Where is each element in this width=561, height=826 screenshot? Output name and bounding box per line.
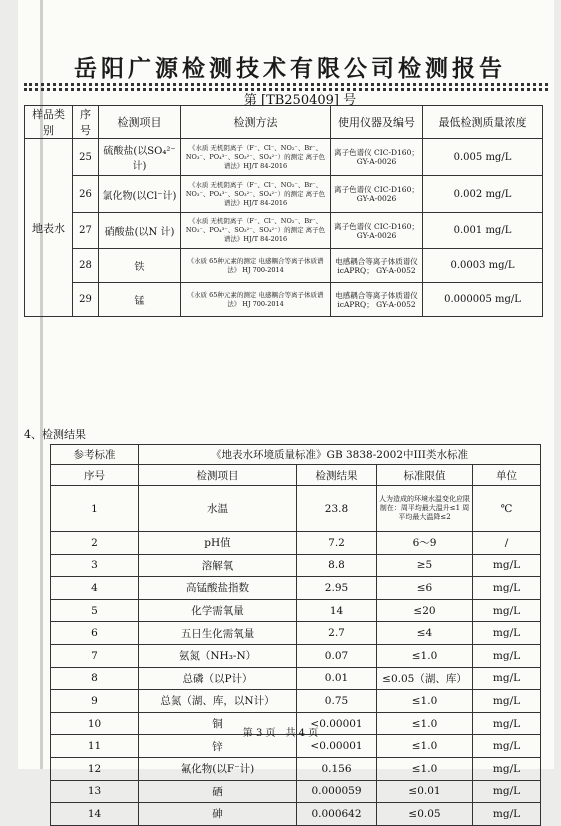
row-method: 《水质 65种元素的测定 电感耦合等离子体质谱法》 HJ 700-2014 bbox=[181, 249, 331, 283]
row-result: 8.8 bbox=[297, 554, 377, 577]
row-no: 9 bbox=[51, 690, 139, 713]
table-row bbox=[51, 532, 541, 555]
table-row bbox=[25, 213, 543, 249]
row-limit: ≤1.0 bbox=[377, 712, 473, 735]
row-unit: mg/L bbox=[473, 712, 541, 735]
sample-category: 地表水 bbox=[25, 139, 73, 317]
row-limit: ≤0.05 bbox=[377, 803, 473, 826]
col-header-no: 序号 bbox=[51, 465, 139, 486]
col-header-item: 检测项目 bbox=[139, 465, 297, 486]
row-no: 28 bbox=[73, 249, 99, 283]
row-limit: 0.000005 mg/L bbox=[423, 283, 543, 317]
row-result: 0.156 bbox=[297, 757, 377, 780]
table-row bbox=[25, 139, 543, 176]
row-unit: mg/L bbox=[473, 554, 541, 577]
table-row bbox=[51, 622, 541, 645]
ref-label: 参考标准 bbox=[51, 445, 139, 465]
result-table bbox=[50, 444, 541, 826]
row-limit: ≤0.05（湖、库） bbox=[377, 667, 473, 690]
row-item: 氯化物(以Cl⁻计) bbox=[99, 176, 181, 213]
report-number: 第 [TB250409] 号 bbox=[243, 93, 357, 108]
row-result: 7.2 bbox=[297, 532, 377, 555]
col-header-no: 序号 bbox=[73, 106, 99, 139]
row-no: 10 bbox=[51, 712, 139, 735]
row-no: 3 bbox=[51, 554, 139, 577]
row-no: 8 bbox=[51, 667, 139, 690]
report-title: 岳阳广源检测技术有限公司检测报告 bbox=[74, 56, 506, 82]
row-result: 0.75 bbox=[297, 690, 377, 713]
row-unit: mg/L bbox=[473, 803, 541, 826]
row-item: 氟化物(以F⁻计) bbox=[139, 757, 297, 780]
row-limit: ≤1.0 bbox=[377, 644, 473, 667]
row-method: 《水质 无机阴离子（F⁻、Cl⁻、NO₂⁻、Br⁻、NO₃⁻、PO₄³⁻、SO₃²⁻、SO₄²⁻）的测定 离子色谱法》HJ/T 84-2016 bbox=[181, 139, 331, 176]
col-header-unit: 单位 bbox=[473, 465, 541, 486]
row-no: 4 bbox=[51, 577, 139, 600]
row-result: 14 bbox=[297, 599, 377, 622]
row-no: 27 bbox=[73, 213, 99, 249]
row-limit: ≤0.01 bbox=[377, 780, 473, 803]
row-unit: mg/L bbox=[473, 644, 541, 667]
row-item: 铜 bbox=[139, 712, 297, 735]
row-limit: 0.001 mg/L bbox=[423, 213, 543, 249]
table-row bbox=[51, 577, 541, 600]
row-unit: mg/L bbox=[473, 757, 541, 780]
table-row bbox=[51, 486, 541, 532]
row-instrument: 离子色谱仪 CIC-D160； GY-A-0026 bbox=[331, 176, 423, 213]
row-limit: ≤6 bbox=[377, 577, 473, 600]
row-result: 0.000642 bbox=[297, 803, 377, 826]
row-limit: ≤1.0 bbox=[377, 735, 473, 758]
row-unit: mg/L bbox=[473, 599, 541, 622]
row-limit: 6～9 bbox=[377, 532, 473, 555]
ref-standard: 《地表水环境质量标准》GB 3838-2002中III类水标准 bbox=[139, 445, 541, 465]
row-item: 锌 bbox=[139, 735, 297, 758]
row-unit: mg/L bbox=[473, 622, 541, 645]
row-method: 《水质 无机阴离子（F⁻、Cl⁻、NO₂⁻、Br⁻、NO₃⁻、PO₄³⁻、SO₃²⁻、SO₄²⁻）的测定 离子色谱法》HJ/T 84-2016 bbox=[181, 176, 331, 213]
row-result: <0.00001 bbox=[297, 735, 377, 758]
row-limit: 人为造成的环境水温变化应限制在：周平均最大温升≤1 周平均最大温降≤2 bbox=[377, 486, 473, 532]
row-unit: mg/L bbox=[473, 690, 541, 713]
row-item: 锰 bbox=[99, 283, 181, 317]
col-header-limit: 最低检测质量浓度 bbox=[423, 106, 543, 139]
row-limit: ≤1.0 bbox=[377, 690, 473, 713]
row-item: 硝酸盐(以N 计) bbox=[99, 213, 181, 249]
col-header-method: 检测方法 bbox=[181, 106, 331, 139]
row-result: 2.95 bbox=[297, 577, 377, 600]
row-no: 12 bbox=[51, 757, 139, 780]
row-no: 11 bbox=[51, 735, 139, 758]
row-limit: 0.0003 mg/L bbox=[423, 249, 543, 283]
row-item: 总氮（湖、库，以N计） bbox=[139, 690, 297, 713]
method-table bbox=[24, 105, 543, 317]
section-title: 4、检测结果 bbox=[24, 428, 86, 441]
row-item: 砷 bbox=[139, 803, 297, 826]
row-result: 0.000059 bbox=[297, 780, 377, 803]
row-item: 五日生化需氧量 bbox=[139, 622, 297, 645]
row-result: 0.07 bbox=[297, 644, 377, 667]
row-no: 1 bbox=[51, 486, 139, 532]
divider-top bbox=[24, 83, 548, 86]
table-row bbox=[25, 249, 543, 283]
row-item: 硫酸盐(以SO₄²⁻计) bbox=[99, 139, 181, 176]
row-unit: ℃ bbox=[473, 486, 541, 532]
row-result: <0.00001 bbox=[297, 712, 377, 735]
row-limit: 0.005 mg/L bbox=[423, 139, 543, 176]
row-no: 14 bbox=[51, 803, 139, 826]
row-unit: mg/L bbox=[473, 577, 541, 600]
row-no: 13 bbox=[51, 780, 139, 803]
table-row bbox=[25, 283, 543, 317]
row-instrument: 离子色谱仪 CIC-D160； GY-A-0026 bbox=[331, 213, 423, 249]
row-no: 7 bbox=[51, 644, 139, 667]
row-item: 溶解氧 bbox=[139, 554, 297, 577]
table-row bbox=[51, 667, 541, 690]
row-instrument: 离子色谱仪 CIC-D160； GY-A-0026 bbox=[331, 139, 423, 176]
row-instrument: 电感耦合等离子体质谱仪icAPRQ； GY-A-0052 bbox=[331, 249, 423, 283]
row-limit: ≥5 bbox=[377, 554, 473, 577]
row-unit: mg/L bbox=[473, 735, 541, 758]
table-row bbox=[51, 803, 541, 826]
row-no: 5 bbox=[51, 599, 139, 622]
row-result: 23.8 bbox=[297, 486, 377, 532]
page-footer: 第 3 页 共 4 页 bbox=[242, 728, 319, 739]
col-header-result: 检测结果 bbox=[297, 465, 377, 486]
table-row bbox=[51, 780, 541, 803]
row-result: 2.7 bbox=[297, 622, 377, 645]
row-limit: ≤4 bbox=[377, 622, 473, 645]
row-instrument: 电感耦合等离子体质谱仪icAPRQ； GY-A-0052 bbox=[331, 283, 423, 317]
row-no: 29 bbox=[73, 283, 99, 317]
row-method: 《水质 65种元素的测定 电感耦合等离子体质谱法》 HJ 700-2014 bbox=[181, 283, 331, 317]
row-item: 化学需氧量 bbox=[139, 599, 297, 622]
row-unit: / bbox=[473, 532, 541, 555]
table-row bbox=[51, 554, 541, 577]
row-limit: ≤20 bbox=[377, 599, 473, 622]
row-limit: ≤1.0 bbox=[377, 757, 473, 780]
row-no: 2 bbox=[51, 532, 139, 555]
table-row bbox=[51, 690, 541, 713]
row-item: 氨氮（NH₃-N） bbox=[139, 644, 297, 667]
col-header-limit: 标准限值 bbox=[377, 465, 473, 486]
row-unit: mg/L bbox=[473, 667, 541, 690]
row-item: 水温 bbox=[139, 486, 297, 532]
row-item: 总磷（以P计） bbox=[139, 667, 297, 690]
table-row bbox=[25, 176, 543, 213]
row-item: 高锰酸盐指数 bbox=[139, 577, 297, 600]
table-row bbox=[51, 644, 541, 667]
table-row bbox=[51, 599, 541, 622]
col-header-category: 样品类别 bbox=[25, 106, 73, 139]
col-header-instrument: 使用仪器及编号 bbox=[331, 106, 423, 139]
row-result: 0.01 bbox=[297, 667, 377, 690]
row-item: pH值 bbox=[139, 532, 297, 555]
row-limit: 0.002 mg/L bbox=[423, 176, 543, 213]
row-item: 铁 bbox=[99, 249, 181, 283]
row-method: 《水质 无机阴离子（F⁻、Cl⁻、NO₂⁻、Br⁻、NO₃⁻、PO₄³⁻、SO₃²⁻、SO₄²⁻）的测定 离子色谱法》HJ/T 84-2016 bbox=[181, 213, 331, 249]
row-no: 6 bbox=[51, 622, 139, 645]
row-no: 26 bbox=[73, 176, 99, 213]
row-unit: mg/L bbox=[473, 780, 541, 803]
row-no: 25 bbox=[73, 139, 99, 176]
col-header-item: 检测项目 bbox=[99, 106, 181, 139]
row-item: 硒 bbox=[139, 780, 297, 803]
